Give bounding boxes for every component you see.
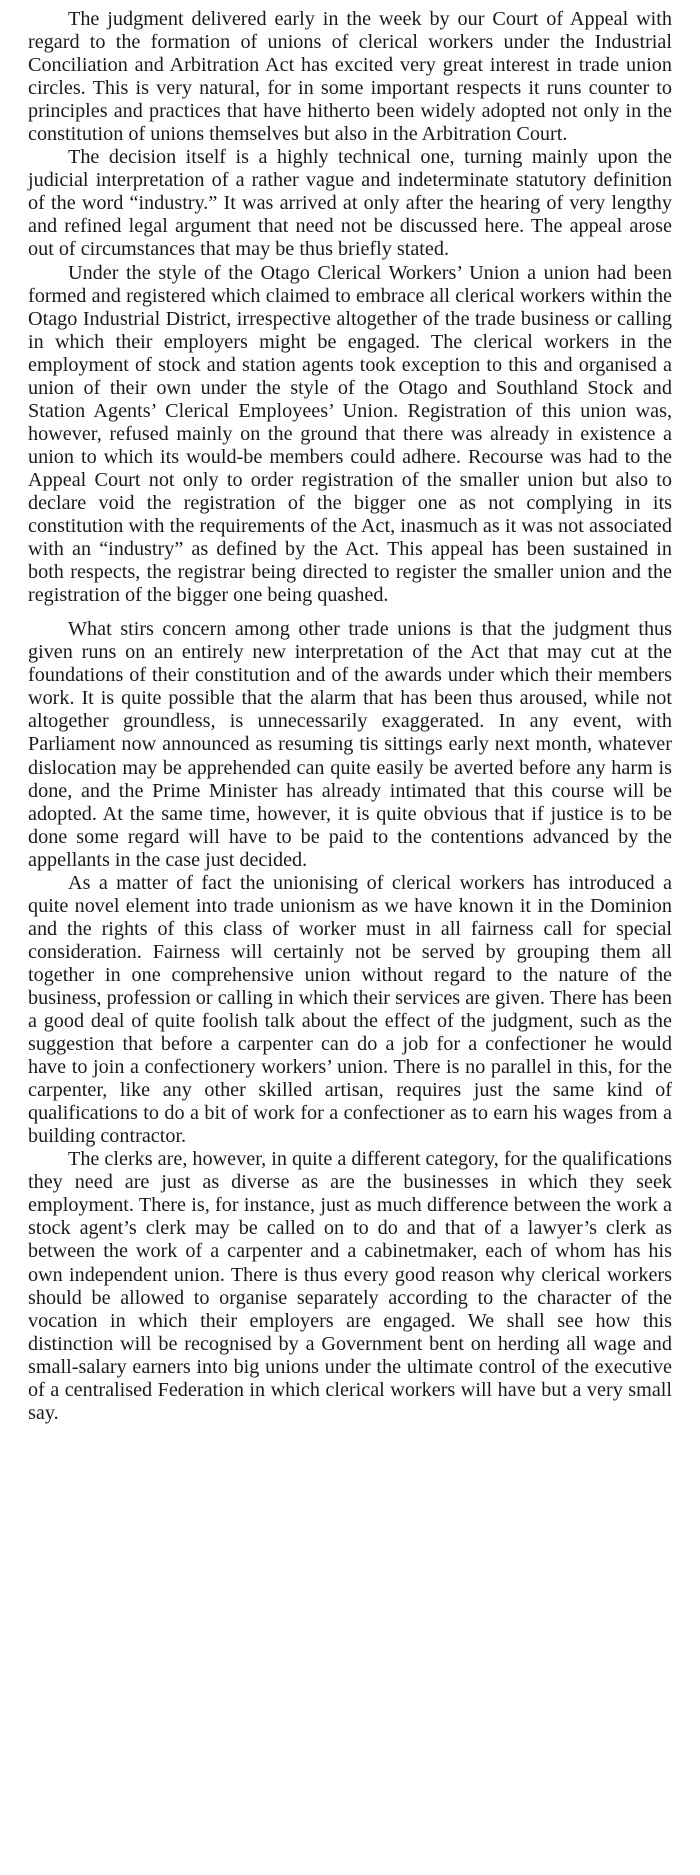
paragraph-3: Under the style of the Otago Clerical Workers’ Union a union had been formed and registered which claimed to embrace all clerical workers within the Otago Industrial District, irrespective altogether of the trade business or calling in which their employers might be engaged. The clerical workers in the employment of stock and station agents took exception to this and organised a union of their own under the style of the Otago and Southland Stock and Station Agents’ Clerical Employees’ Union. Registration of this union was, however, refused mainly on the ground that there was already in existence a union to which its would-be members could adhere. Recourse was had to the Appeal Court not only to order registration of the smaller union but also to declare void the registration of the bigger one as not complying in its constitution with the requirements of the Act, inasmuch as it was not associated with an “industry” as defined by the Act. This appeal has been sustained in both respects, the registrar being directed to register the smaller union and the registration of the bigger one being quashed. bbox=[28, 261, 672, 607]
paragraph-2: The decision itself is a highly technical one, turning mainly upon the judicial interpretation of a rather vague and indeterminate statutory definition of the word “industry.” It was arrived at only after the hearing of very lengthy and refined legal argument that need not be discussed here. The appeal arose out of circumstances that may be thus briefly stated. bbox=[28, 146, 672, 261]
article-body bbox=[28, 8, 672, 1425]
paragraph-6: The clerks are, however, in quite a different category, for the qualifications they need are just as diverse as are the businesses in which they seek employment. There is, for instance, just as much difference between the work a stock agent’s clerk may be called on to do and that of a lawyer’s clerk as between the work of a carpenter and a cabinetmaker, each of whom has his own independent union. There is thus every good reason why clerical workers should be allowed to organise separately according to the character of the vocation in which their employers are engaged. We shall see how this distinction will be recognised by a Government bent on herding all wage and small-salary earners into big unions under the ultimate control of the executive of a centralised Federation in which clerical workers will have but a very small say. bbox=[28, 1148, 672, 1424]
paragraph-5: As a matter of fact the unionising of clerical workers has introduced a quite novel element into trade unionism as we have known it in the Dominion and the rights of this class of worker must in all fairness call for special consideration. Fairness will certainly not be served by grouping them all together in one comprehensive union without regard to the nature of the business, profession or calling in which their services are given. There has been a good deal of quite foolish talk about the effect of the judgment, such as the suggestion that before a carpenter can do a job for a confectioner he would have to join a confectionery workers’ union. There is no parallel in this, for the carpenter, like any other skilled artisan, requires just the same kind of qualifications to do a bit of work for a confectioner as to earn his wages from a building contractor. bbox=[28, 871, 672, 1148]
paragraph-1: The judgment delivered early in the week by our Court of Appeal with regard to the formation of unions of clerical workers under the Industrial Conciliation and Arbitration Act has excited very great interest in trade union circles. This is very natural, for in some important respects it runs counter to principles and practices that have hitherto been widely adopted not only in the constitution of unions themselves but also in the Arbitration Court. bbox=[28, 8, 672, 146]
paragraph-4: What stirs concern among other trade unions is that the judgment thus given runs on an entirely new interpretation of the Act that may cut at the foundations of their constitution and of the awards under which their members work. It is quite possible that the alarm that has been thus aroused, while not altogether groundless, is unnecessarily exaggerated. In any event, with Parliament now announced as resuming tis sittings early next month, whatever dislocation may be apprehended can quite easily be averted before any harm is done, and the Prime Minister has already intimated that this course will be adopted. At the same time, however, it is quite obvious that if justice is to be done some regard will have to be paid to the contentions advanced by the appellants in the case just decided. bbox=[28, 618, 672, 871]
